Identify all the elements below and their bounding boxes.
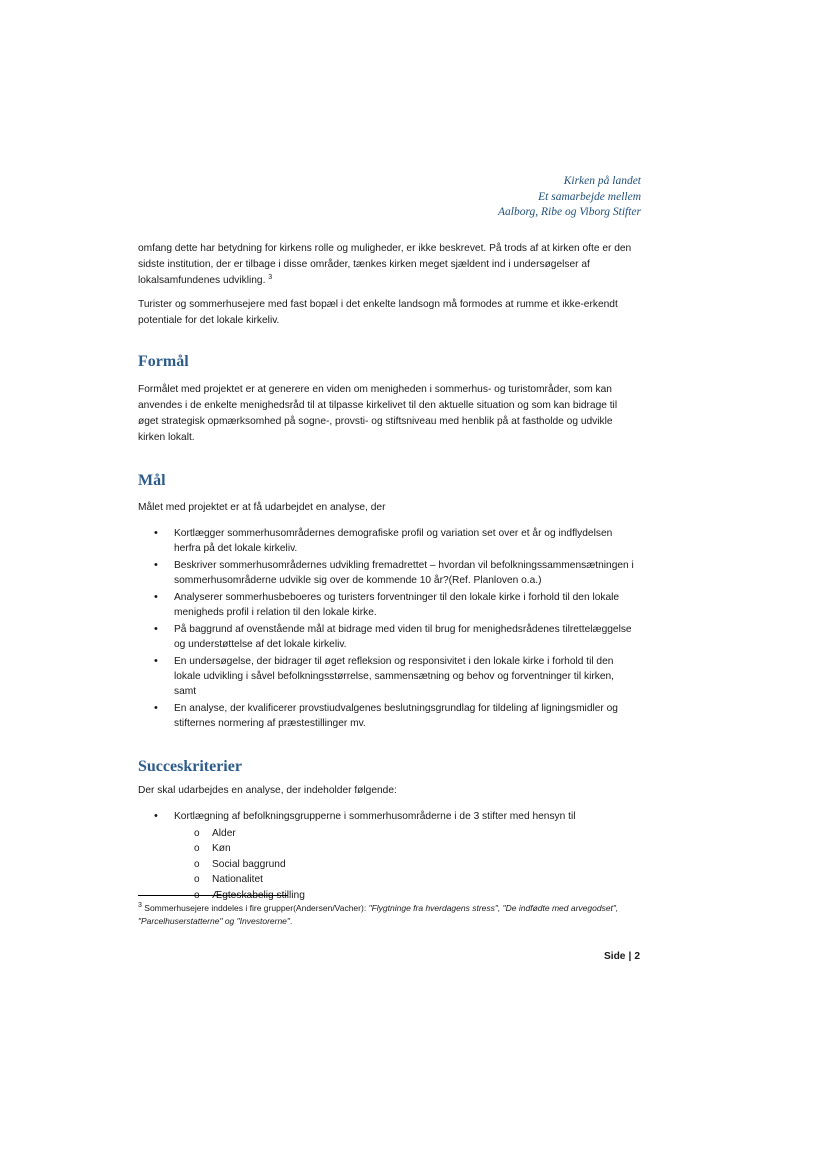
succes-list-item [138, 809, 638, 824]
footnote-end: . [289, 916, 293, 926]
maal-list-item: • Beskriver sommerhusområdernes udvikling fremadrettet – hvordan vil befolkningssammensætningen i sommerhusområderne udvikle sig over de kommende 10 år?(Ref. Planloven o.a.) [138, 558, 638, 588]
footnote-separator [138, 895, 288, 896]
footnote-text: Sommerhusejere inddeles i fire grupper(Andersen/Vacher): [144, 903, 367, 913]
intro-paragraph-1-text: omfang dette har betydning for kirkens rolle og muligheder, er ikke beskrevet. På trods af at kirken ofte er den sidste institution, der er tilbage i disse områder, tænkes kirken meget sjældent ind i undersøgelser af lokalsamfundenes udvikling. [138, 243, 632, 286]
maal-intro: Målet med projektet er at få udarbejdet en analyse, der [138, 502, 386, 513]
page-number [604, 951, 640, 962]
heading-maal: Mål [138, 472, 166, 489]
succes-subitem: o Alder [138, 826, 638, 841]
succes-subitem: o Ægteskabelig stilling [138, 888, 638, 903]
succes-subitem: o Social baggrund [138, 857, 638, 872]
maal-list-item: • En undersøgelse, der bidrager til øget refleksion og responsivitet i den lokale kirke i forhold til den lokale udvikling i såvel befolkningsstørrelse, sammensætning og behov og forventninger til kirken, samt [138, 654, 638, 699]
succes-subitem: o Nationalitet [138, 872, 638, 887]
maal-list-item: • En analyse, der kvalificerer provstiudvalgenes beslutningsgrundlag for tildeling af ligningsmidler og stifternes normering af præstestillinger mv. [138, 701, 638, 731]
footnote-groups: "Flygtninge fra hverdagens stress", "De indfødte med arvegodset", "Parcelhuserstatterne" og "Investorerne" [138, 903, 619, 926]
footnote-reference[interactable]: 3 [268, 274, 273, 281]
maal-list-item: • Analyserer sommerhusbeboeres og turisters forventninger til den lokale kirke i forhold til den lokale menigheds profil i relation til den lokale kirke. [138, 590, 638, 620]
page-number-label: Side [603, 951, 626, 962]
header-line-2: Et samarbejde mellem [538, 190, 641, 203]
page-number-value: 2 [634, 951, 640, 962]
maal-list [138, 526, 638, 731]
formaal-paragraph: Formålet med projektet er at generere en viden om menigheden i sommerhus- og turistområder, som kan anvendes i de enkelte menighedsråd til at tilpasse kirkelivet til den aktuelle situation og som kan bidrage til øget strategisk opmærksomhed på sogne-, provsti- og stiftsniveau med henblik på at fastholde og udvikle kirken lokalt. [138, 384, 618, 443]
succes-subitem: o Køn [138, 841, 638, 856]
succes-sublist [138, 826, 638, 903]
heading-succeskriterier: Succeskriterier [138, 758, 242, 775]
body-text [138, 241, 638, 903]
succes-list [138, 809, 638, 824]
footnote-number: 3 [138, 902, 142, 909]
maal-list-item: • På baggrund af ovenstående mål at bidrage med viden til brug for menighedsrådenes tilrettelæggelse og understøttelse af det lokale kirkeliv. [138, 622, 638, 652]
maal-list-item: • Kortlægger sommerhusområdernes demografiske profil og variation set over et år og indflydelsen herfra på det lokale kirkeliv. [138, 526, 638, 556]
page-number-separator: | [628, 951, 632, 962]
heading-formaal: Formål [138, 353, 189, 370]
intro-paragraph-1 [138, 241, 638, 289]
running-header [498, 174, 641, 221]
footnote [138, 902, 638, 928]
header-line-3: Aalborg, Ribe og Viborg Stifter [498, 206, 641, 218]
succes-intro: Der skal udarbejdes en analyse, der indeholder følgende: [138, 785, 397, 796]
header-line-1: Kirken på landet [563, 175, 641, 187]
succes-bullet-text: Kortlægning af befolkningsgrupperne i sommerhusområderne i de 3 stifter med hensyn til [174, 811, 576, 822]
intro-paragraph-2: Turister og sommerhusejere med fast bopæl i det enkelte landsogn må formodes at rumme et ikke-erkendt potentiale for det lokale kirkeliv. [138, 299, 618, 326]
